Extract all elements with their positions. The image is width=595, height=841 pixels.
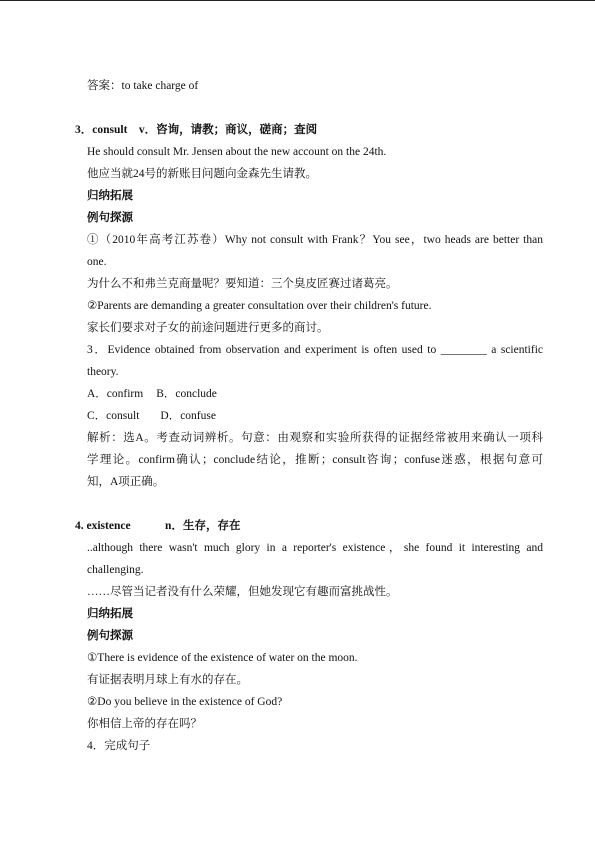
section-3-ex1-cn: 为什么不和弗兰克商量呢？要知道：三个臭皮匠赛过诸葛亮。: [87, 278, 398, 290]
section-3-example-cn: 他应当就24号的新账目问题向金森先生请教。: [87, 168, 317, 180]
section-4-ex1-en: ①There is evidence of the existence of water on the moon.: [87, 652, 358, 664]
section-4-heading: 4. existence n．生存，存在: [75, 520, 241, 532]
top-rule: [0, 0, 595, 1]
section-4-ex2-en: ②Do you believe in the existence of God?: [87, 696, 283, 708]
options-row-2: [87, 409, 543, 423]
question-3-line1: 3．Evidence obtained from observation and experiment is often used to ________ a scientific: [87, 344, 543, 356]
section-4-example-line1: ..although there wasn't much glory in a reporter's existence，she found it interesting and: [87, 542, 543, 554]
section-3-examples-label: 例句探源: [87, 212, 133, 224]
section-4-task: 4．完成句子: [87, 740, 151, 752]
section-3-heading: 3．consult v．咨询，请教；商议，磋商；查阅: [75, 124, 318, 136]
section-3-ex2-cn: 家长们要求对子女的前途问题进行更多的商讨。: [87, 322, 329, 334]
options-row-1: [87, 387, 543, 401]
section-4-example-line2: challenging.: [87, 564, 144, 576]
option-b: B．conclude: [156, 388, 217, 400]
analysis-line3: 知，A项正确。: [87, 476, 165, 488]
section-3-summary-label: 归纳拓展: [87, 190, 133, 202]
answer-line: 答案：to take charge of: [87, 80, 199, 92]
analysis-line1: 解析：选A。考查动词辨析。句意：由观察和实验所获得的证据经常被用来确认一项科: [87, 432, 543, 444]
section-4-example-cn: ……尽管当记者没有什么荣耀，但她发现它有趣而富挑战性。: [87, 586, 398, 598]
section-3-ex2-en: ②Parents are demanding a greater consultation over their children's future.: [87, 300, 432, 312]
option-c: C．consult: [87, 410, 140, 422]
section-4-ex1-cn: 有证据表明月球上有水的存在。: [87, 674, 248, 686]
option-d: D．confuse: [160, 410, 216, 422]
question-3-line2: theory.: [87, 366, 119, 378]
section-4-ex2-cn: 你相信上帝的存在吗？: [87, 718, 202, 730]
section-3-ex1-line1: ①（2010年高考江苏卷）Why not consult with Frank？You see，two heads are better than: [87, 234, 543, 246]
analysis-line2: 学理论。confirm确认；conclude结论，推断；consult咨询；confuse迷惑，根据句意可: [87, 454, 543, 466]
section-3-example-en: He should consult Mr. Jensen about the new account on the 24th.: [87, 146, 387, 158]
section-4-summary-label: 归纳拓展: [87, 608, 133, 620]
option-a: A．confirm: [87, 388, 144, 400]
section-4-examples-label: 例句探源: [87, 630, 133, 642]
section-3-ex1-line2: one.: [87, 256, 107, 268]
